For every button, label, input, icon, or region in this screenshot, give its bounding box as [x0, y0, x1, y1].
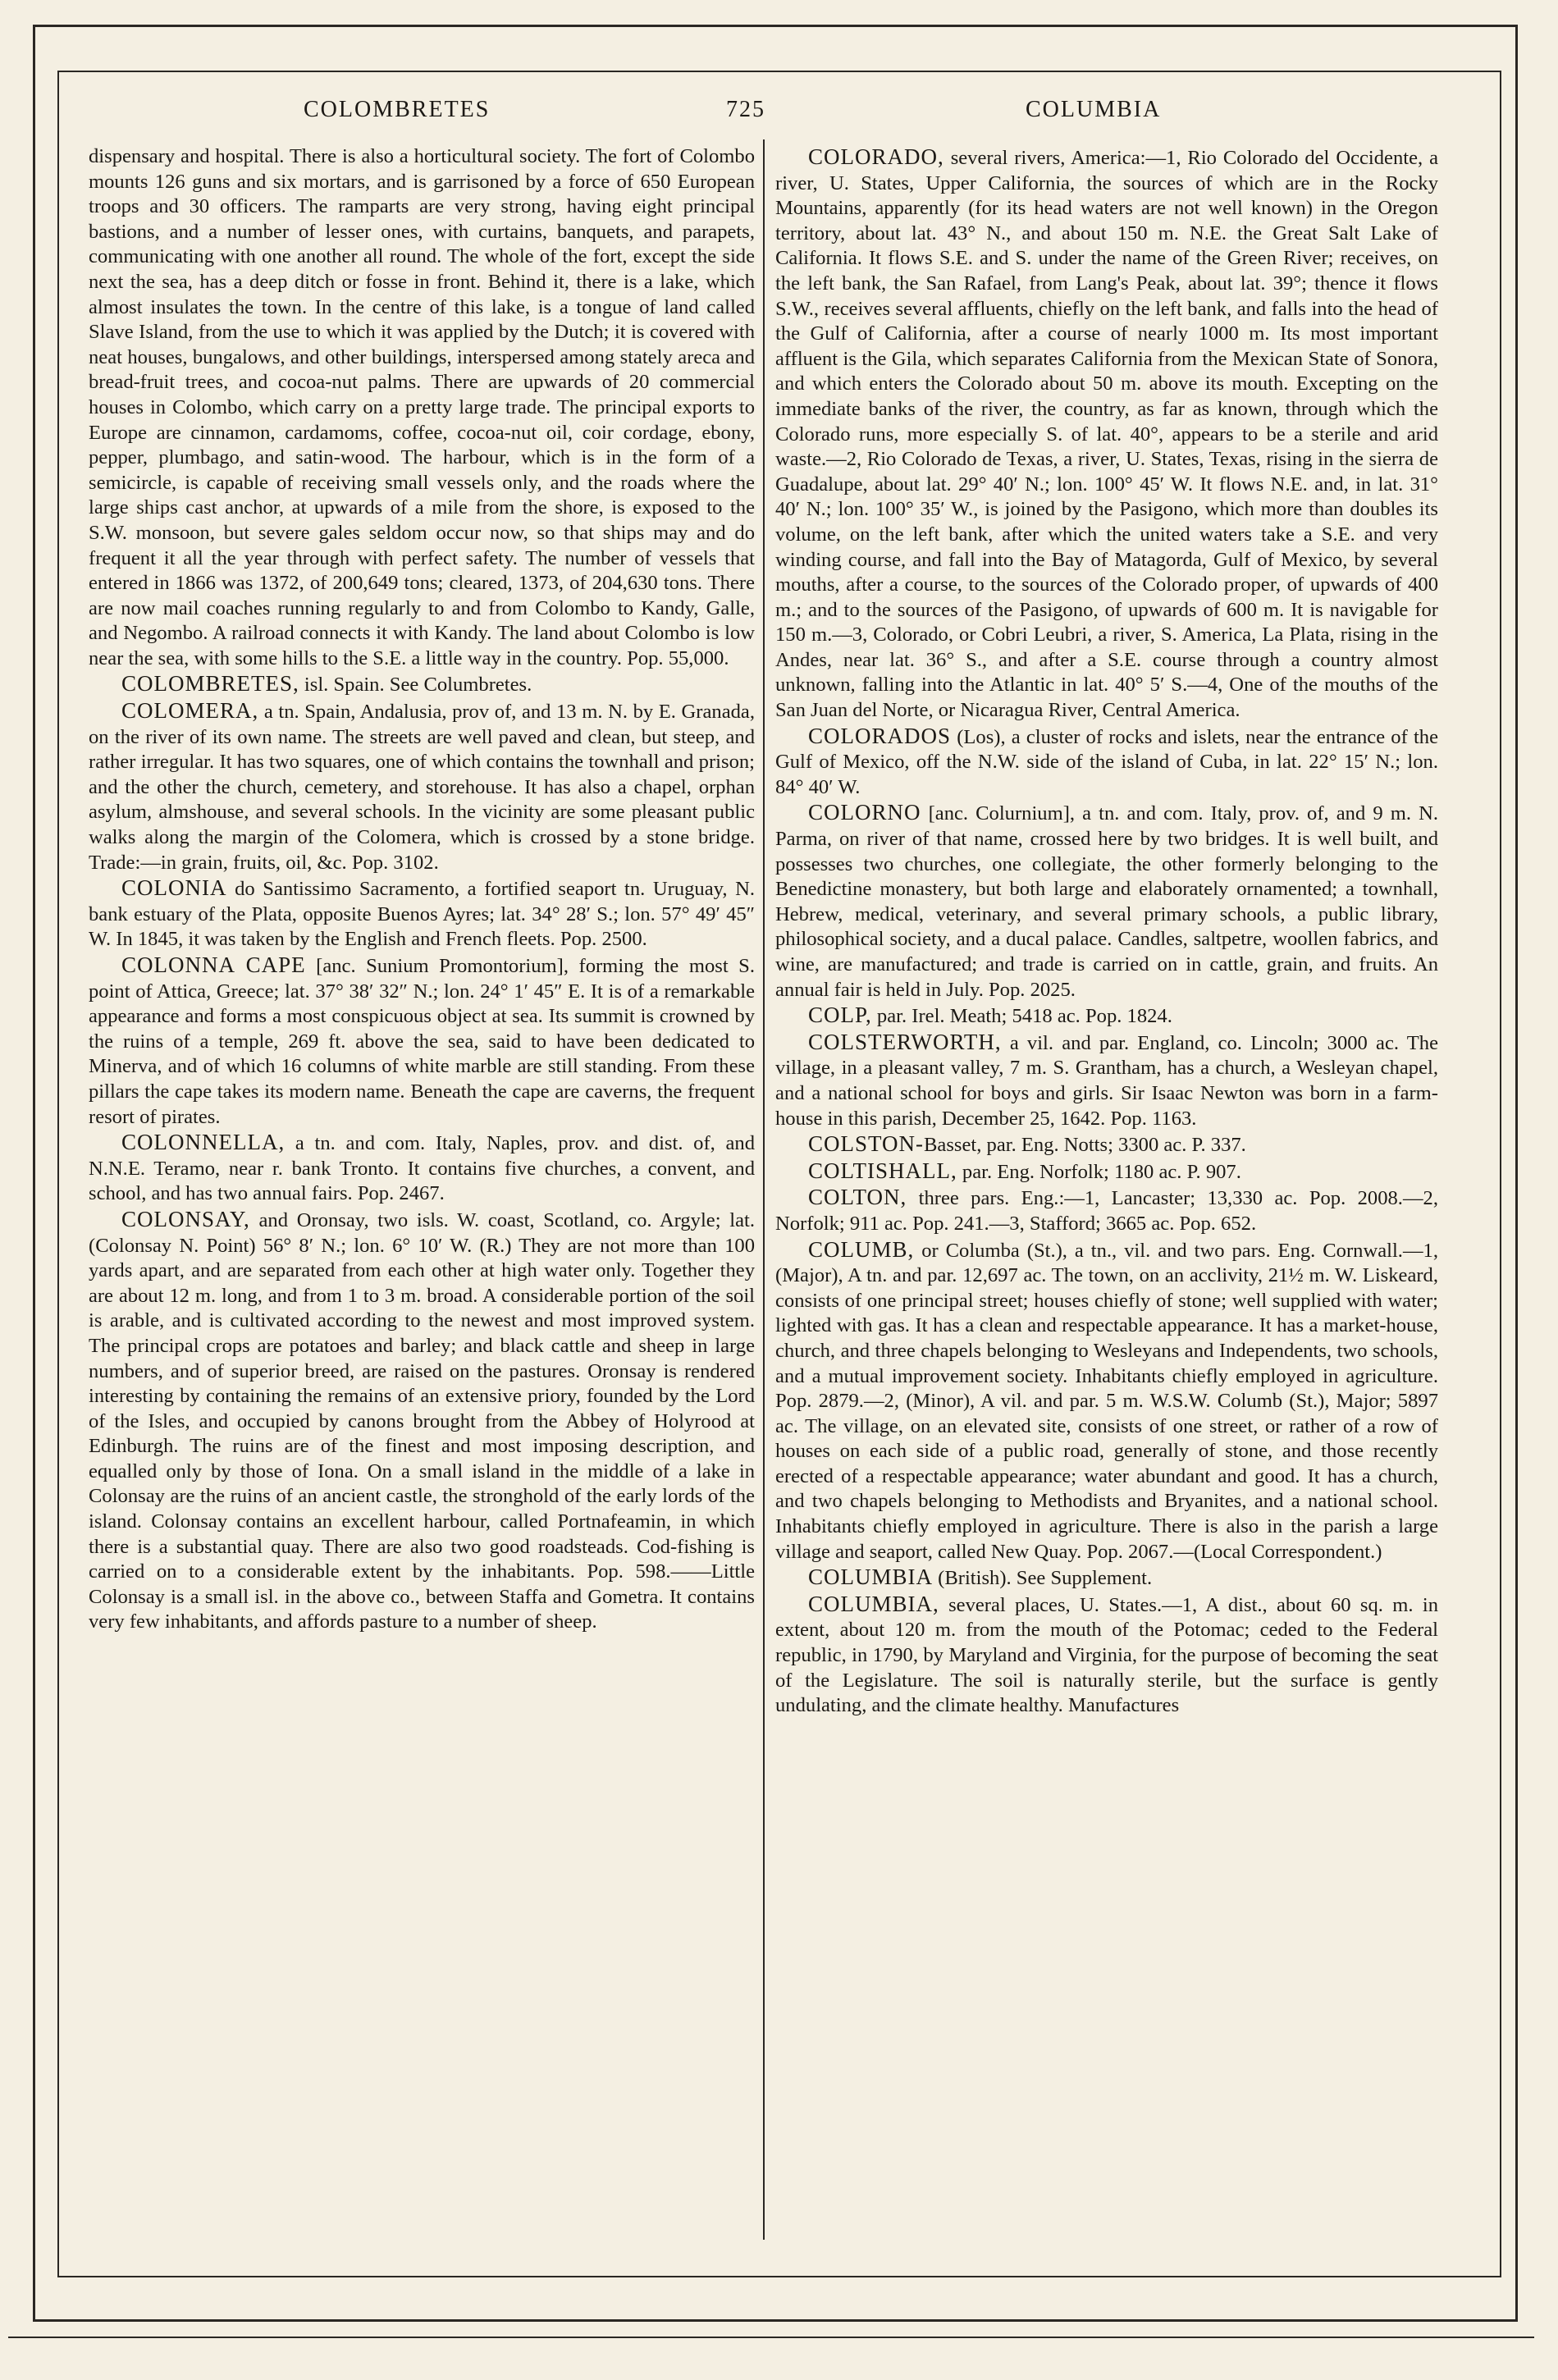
gazetteer-entry [775, 1003, 1438, 1030]
entry-text: a tn. and com. Italy, Naples, prov. and dist. of, and N.N.E. Teramo, near r. bank Tronto. It contains five churches, a convent, and school, and has two annual fairs. Pop. 2467. [89, 1132, 755, 1205]
gazetteer-entry [775, 144, 1438, 724]
gazetteer-entry [89, 875, 755, 952]
entry-headword: COLORADO, [808, 144, 944, 169]
gazetteer-entry [89, 1207, 755, 1635]
entry-headword: COLONNELLA, [121, 1130, 286, 1155]
entry-headword: COLONNA CAPE [121, 952, 306, 977]
running-head [304, 97, 1444, 130]
entry-text: [anc. Colurnium], a tn. and com. Italy, prov. of, and 9 m. N. Parma, on river of that name, crossed here by two bridges. It is well built, and possesses two churches, one collegiate, the other formerly belonging to the Benedictine monastery, but both large and elaborately ornamented; a townhall, Hebrew, medical, veterinary, and several primary schools, a public library, philosophical society, and a ducal palace. Candles, saltpetre, woollen fabrics, and wine, are manufactured; and trade is carried on in cattle, grain, and fruits. An annual fair is held in July. Pop. 2025. [775, 802, 1438, 1001]
entry-headword: COLORNO [808, 800, 921, 825]
entry-text: [anc. Sunium Promontorium], forming the most S. point of Attica, Greece; lat. 37° 38′ 32″ N.; lon. 24° 1′ 45″ E. It is of a remarkable appearance and forms a most conspicuous object at sea. Its summit is crowned by the ruins of a temple, 269 ft. above the sea, said to have been dedicated to Minerva, and of which 16 columns of white marble are still standing. From these pillars the cape takes its modern name. Beneath the cape are caverns, the frequent resort of pirates. [89, 955, 755, 1128]
gazetteer-entry [775, 724, 1438, 801]
header-right-word: COLUMBIA [1026, 97, 1162, 122]
entry-text: (Los), a cluster of rocks and islets, near the entrance of the Gulf of Mexico, off the N.W. side of the island of Cuba, in lat. 22° 15′ N.; lon. 84° 40′ W. [775, 725, 1438, 798]
entry-headword: COLSTON- [808, 1131, 925, 1157]
entry-headword: COLUMBIA, [808, 1591, 939, 1616]
entry-headword: COLSTERWORTH, [808, 1029, 1002, 1054]
entry-headword: COLOMBRETES, [121, 671, 299, 697]
entry-headword: COLONSAY, [121, 1206, 250, 1231]
entry-text: par. Eng. Norfolk; 1180 ac. P. 907. [957, 1160, 1241, 1183]
gazetteer-entry [775, 1158, 1438, 1185]
entry-text: several places, U. States.—1, A dist., about 60 sq. m. in extent, about 120 m. from the mouth of the Potomac; ceded to the Federal republic, in 1790, by Maryland and Virginia, for the purpose of becoming the seat of the Legislature. The soil is naturally sterile, but the surface is gently undulating, and the climate healthy. Manufactures [775, 1593, 1438, 1717]
entry-headword: COLORADOS [808, 723, 952, 748]
gazetteer-entry [775, 1185, 1438, 1236]
gazetteer-entry [775, 1237, 1438, 1565]
bottom-rule [8, 2337, 1534, 2338]
gazetteer-entry [89, 1130, 755, 1207]
entry-text: or Columba (St.), a tn., vil. and two pars. Eng. Cornwall.—1, (Major), A tn. and par. 12,697 ac. The town, on an acclivity, 21½ m. W. Liskeard, consists of one principal street; houses chiefly of stone; well supplied with water; lighted with gas. It has a clean and respectable appearance. It has a market-house, church, and three chapels belonging to Wesleyans and Independents, two schools, and a mutual improvement society. Inhabitants chiefly employed in agriculture. Pop. 2879.—2, (Minor), A vil. and par. 5 m. W.S.W. Columb (St.), Major; 5897 ac. The village, on an elevated site, consists of one street, or rather of a row of houses on each side of a public road, generally of stone, and those recently erected of a respectable appearance; water abundant and good. It has a church, and two chapels belonging to Methodists and Bryanites, and a national school. Inhabitants chiefly employed in agriculture. There is also in the parish a large village and seaport, called New Quay. Pop. 2067.—(Local Correspondent.) [775, 1239, 1438, 1563]
entry-headword: COLP, [808, 1003, 872, 1028]
gazetteer-entry [89, 144, 755, 671]
entry-headword: COLTON, [808, 1185, 907, 1210]
entry-text: and Oronsay, two isls. W. coast, Scotland, co. Argyle; lat. (Colonsay N. Point) 56° 8′ N.; lon. 6° 10′ W. (R.) They are not more than 100 yards apart, and are separated from each other at high water only. Together they are about 12 m. long, and from 1 to 3 m. broad. A considerable portion of the soil is arable, and is cultivated according to the newest and most improved system. The principal crops are potatoes and barley; and black cattle and sheep in large numbers, and of superior breed, are raised on the pastures. Oronsay is rendered interesting by containing the remains of an extensive priory, founded by the Lord of the Isles, and occupied by canons brought from the Abbey of Holyrood at Edinburgh. The ruins are of the finest and most imposing description, and equalled only by those of Iona. On a small island in the middle of a lake in Colonsay are the ruins of an ancient castle, the stronghold of the early lords of the island. Colonsay contains an excellent harbour, called Portnafeamin, in which there is a substantial quay. There are also two good roadsteads. Cod-fishing is carried on to a considerable extent by the inhabitants. Pop. 598.——Little Colonsay is a small isl. in the above co., between Staffa and Gometra. It contains very few inhabitants, and affords pasture to a number of sheep. [89, 1208, 755, 1633]
entry-text: several rivers, America:—1, Rio Colorado del Occidente, a river, U. States, Upper California, the sources of which are in the Rocky Mountains, apparently (for its head waters are not well known) in the Oregon territory, about lat. 43° N., and about 150 m. N.E. the Great Salt Lake of California. It flows S.E. and S. under the name of the Green River; receives, on the left bank, the San Rafael, from Lang's Peak, about lat. 39°; thence it flows S.W., receives several affluents, chiefly on the left bank, and falls into the head of the Gulf of California, after a course of nearly 1000 m. Its most important affluent is the Gila, which separates California from the Mexican State of Sonora, and which enters the Colorado about 50 m. above its mouth. Excepting on the immediate banks of the river, the country, as far as known, through which the Colorado runs, more especially S. of lat. 40°, appears to be a sterile and arid waste.—2, Rio Colorado de Texas, a river, U. States, Texas, rising in the sierra de Guadalupe, about lat. 29° 40′ N.; lon. 100° 45′ W. It flows N.E. and, in lat. 31° 40′ N.; lon. 100° 35′ W., is joined by the Pasigono, which more than doubles its volume, on the left bank, after which the united waters take a S.E. and very winding course, and fall into the Bay of Matagorda, Gulf of Mexico, by several mouths, after a course, to the sources of the Colorado proper, of upwards of 400 m.; and to the sources of the Pasigono, of upwards of 600 m. It is navigable for 150 m.—3, Colorado, or Cobri Leubri, a river, S. America, La Plata, rising in the Andes, near lat. 36° S., and after a S.E. course through a country almost unknown, falling into the Atlantic in lat. 40° 5′ S.—4, One of the mouths of the San Juan del Norte, or Nicaragua River, Central America. [775, 147, 1438, 722]
entry-headword: COLONIA [121, 875, 227, 901]
entry-headword: COLOMERA, [121, 698, 259, 724]
page-number: 725 [726, 97, 765, 122]
entry-text: do Santissimo Sacramento, a fortified seaport tn. Uruguay, N. bank estuary of the Plata, opposite Buenos Ayres; lat. 34° 28′ S.; lon. 57° 49′ 45″ W. In 1845, it was taken by the English and French fleets. Pop. 2500. [89, 878, 755, 951]
entry-text: par. Irel. Meath; 5418 ac. Pop. 1824. [871, 1005, 1172, 1028]
right-column [775, 144, 1438, 1719]
gazetteer-entry [775, 1592, 1438, 1719]
gazetteer-entry [89, 698, 755, 875]
gazetteer-entry [775, 1565, 1438, 1592]
entry-headword: COLTISHALL, [808, 1158, 957, 1183]
gazetteer-entry [89, 671, 755, 698]
gazetteer-entry [775, 800, 1438, 1003]
entry-text: three pars. Eng.:—1, Lancaster; 13,330 ac. Pop. 2008.—2, Norfolk; 911 ac. Pop. 241.—3, Stafford; 3665 ac. Pop. 652. [775, 1187, 1438, 1235]
column-divider [763, 139, 765, 2240]
entry-text: a tn. Spain, Andalusia, prov of, and 13 m. N. by E. Granada, on the river of its own name. The streets are well paved and clean, but steep, and rather irregular. It has two squares, one of which contains the townhall and prison; and the other the church, cemetery, and storehouse. It has also a chapel, orphan asylum, almshouse, and several schools. In the vicinity are some pleasant public walks along the margin of the Colomera, which is crossed by a stone bridge. Trade:—in grain, fruits, oil, &c. Pop. 3102. [89, 701, 755, 874]
gazetteer-entry [775, 1131, 1438, 1158]
entry-headword: COLUMBIA [808, 1565, 934, 1590]
gazetteer-entry [89, 952, 755, 1130]
entry-text: isl. Spain. See Columbretes. [299, 674, 532, 697]
left-column [89, 144, 755, 1635]
entry-headword: COLUMB, [808, 1236, 915, 1262]
header-left-word: COLOMBRETES [304, 97, 491, 122]
entry-text: Basset, par. Eng. Notts; 3300 ac. P. 337. [924, 1134, 1246, 1157]
entry-text: (British). See Supplement. [933, 1567, 1153, 1590]
entry-text: a vil. and par. England, co. Lincoln; 3000 ac. The village, in a pleasant valley, 7 m. S. Grantham, has a church, a Wesleyan chapel, and a national school for boys and girls. Sir Isaac Newton was born in a farm-house in this parish, December 25, 1642. Pop. 1163. [775, 1031, 1438, 1130]
gazetteer-entry [775, 1030, 1438, 1131]
entry-text: dispensary and hospital. There is also a horticultural society. The fort of Colombo mounts 126 guns and six mortars, and is garrisoned by a force of 650 European troops and 30 officers. The ramparts are very strong, having eight principal bastions, and a number of lesser ones, with curtains, banquets, and parapets, communicating with one another all round. The whole of the fort, except the side next the sea, has a deep ditch or fosse in front. Behind it, there is a lake, which almost insulates the town. In the centre of this lake, is a tongue of land called Slave Island, from the use to which it was applied by the Dutch; it is covered with neat houses, bungalows, and other buildings, interspersed among stately areca and bread-fruit trees, and cocoa-nut palms. There are upwards of 20 commercial houses in Colombo, which carry on a pretty large trade. The principal exports to Europe are cinnamon, cardamoms, coffee, cocoa-nut oil, coir cordage, ebony, pepper, plumbago, and satin-wood. The harbour, which is in the form of a semicircle, is capable of receiving small vessels only, and the roads where the large ships cast anchor, at upwards of a mile from the shore, is exposed to the S.W. monsoon, but severe gales seldom occur now, so that ships may and do frequent it all the year through with perfect safety. The number of vessels that entered in 1866 was 1372, of 200,649 tons; cleared, 1373, of 204,630 tons. There are now mail coaches running regularly to and from Colombo to Kandy, Galle, and Negombo. A railroad connects it with Kandy. The land about Colombo is low near the sea, with some hills to the S.E. a little way in the country. Pop. 55,000. [89, 145, 755, 669]
